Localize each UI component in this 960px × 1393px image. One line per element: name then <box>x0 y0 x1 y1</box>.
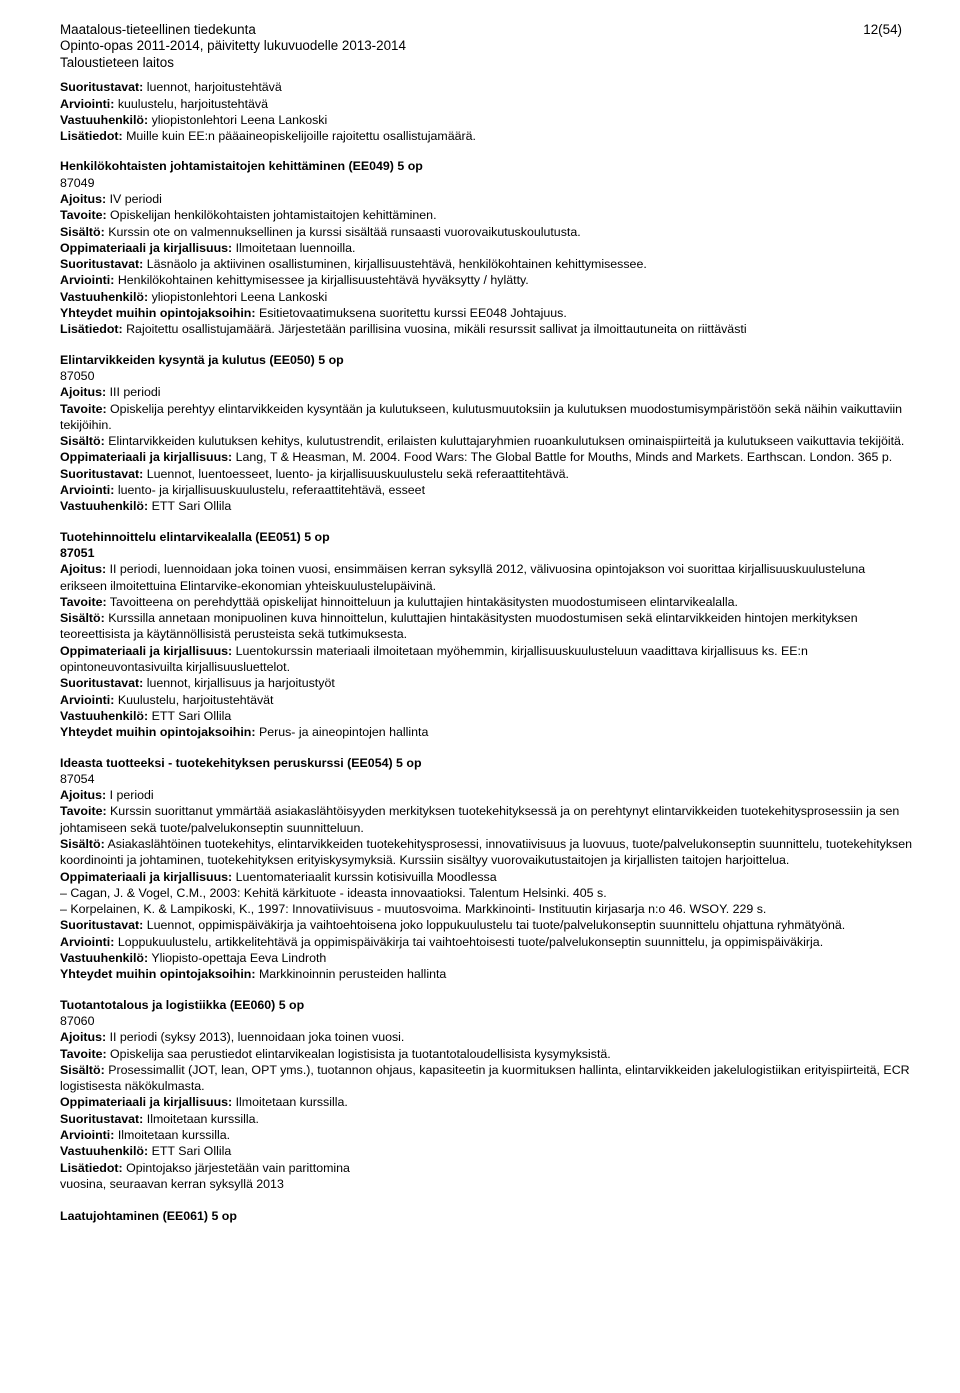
field-label: Sisältö: <box>60 836 105 851</box>
field-label: Arviointi: <box>60 96 115 111</box>
field-label: Arviointi: <box>60 273 115 288</box>
course-code: 87050 <box>60 368 95 383</box>
field-value: Kurssin ote on valmennuksellinen ja kurssi sisältää runsaasti vuorovaikutuskoulutusta. <box>104 224 581 239</box>
field-label: Suoritustavat: <box>60 80 144 95</box>
field-value: Ilmoitetaan kurssilla. <box>114 1128 231 1143</box>
field-label: Lisätiedot: <box>60 322 123 337</box>
field-label: Sisältö: <box>60 224 105 239</box>
page-number: 12(54) <box>863 22 902 37</box>
field-label: Suoritustavat: <box>60 466 144 481</box>
course-field <box>60 289 912 305</box>
course-title: Henkilökohtaisten johtamistaitojen kehittäminen (EE049) 5 op <box>60 159 423 174</box>
field-value: Yliopisto-opettaja Eeva Lindroth <box>148 951 327 966</box>
course-field <box>60 643 912 676</box>
course-field <box>60 610 912 643</box>
field-label: Tavoite: <box>60 594 107 609</box>
field-value: Loppukuulustelu, artikkelitehtävä ja oppimispäiväkirja tai vaihtoehtoisesti tuote/palvelukonseptin suunnittelu, ja oppimispäiväkirja. <box>114 934 824 949</box>
field-value: Prosessimallit (JOT, lean, OPT yms.), tuotannon ohjaus, kapasiteetin ja kuormituksen hallinta, elintarvikkeiden jakelulogistiikan erityispiirteitä, ECR logistisesta näkökulmasta. <box>60 1062 910 1094</box>
course-field <box>60 112 912 128</box>
field-label: Tavoite: <box>60 804 107 819</box>
field-value: yliopistonlehtori Leena Lankoski <box>148 289 328 304</box>
field-value: yliopistonlehtori Leena Lankoski <box>148 112 328 127</box>
course-list <box>60 158 912 1192</box>
field-value: luennot, harjoitustehtävä <box>143 80 282 95</box>
field-value: luennot, kirjallisuus ja harjoitustyöt <box>143 676 335 691</box>
field-value: Markkinoinnin perusteiden hallinta <box>255 967 447 982</box>
field-value: Kuulustelu, harjoitustehtävät <box>114 692 274 707</box>
field-label: Yhteydet muihin opintojaksoihin: <box>60 725 256 740</box>
field-value: Kurssin suorittanut ymmärtää asiakaslähtöisyyden merkityksen tuotekehityksessä ja on perehtynyt elintarvikkeiden tuotekehitysprosessiin ja sen johtamiseen sekä tuote/palvelukonseptin suunnitteluun. <box>60 804 900 835</box>
course-field <box>60 1046 912 1062</box>
course-code: 87049 <box>60 175 95 190</box>
field-label: Ajoitus: <box>60 1030 107 1045</box>
field-value: Asiakaslähtöinen tuotekehitys, elintarvikkeiden tuotekehitysprosessi, innovatiivisuus ja luovuus, tuote/palvelukonseptin suunnittelu, tuotekehityksen koordinointi ja johtaminen, tuotekehityksen erityiskysymyksiä. Kurssiin sisältyy vuorovaikutustaitojen ja kirjallisten taitojen harjoittelua. <box>60 836 913 868</box>
course-field <box>60 1062 912 1095</box>
field-label: Lisätiedot: <box>60 1160 123 1175</box>
course-field <box>60 708 912 724</box>
field-value: ETT Sari Ollila <box>148 708 232 723</box>
field-value: Opiskelija perehtyy elintarvikkeiden kysyntään ja kulutukseen, kulutusmuutoksiin ja kulutuksen muodostumisympäristöön sekä näihin vaikuttaviin tekijöihin. <box>60 401 903 432</box>
field-value: IV periodi <box>106 192 162 206</box>
course-section <box>60 997 912 1193</box>
field-label: Arviointi: <box>60 483 115 498</box>
course-field <box>60 885 912 901</box>
course-field <box>60 675 912 691</box>
field-value: I periodi <box>106 788 154 803</box>
course-section <box>60 529 912 741</box>
course-field <box>60 498 912 514</box>
course-field <box>60 466 912 482</box>
field-value: II periodi (syksy 2013), luennoidaan joka toinen vuosi. <box>106 1030 405 1045</box>
field-label: Tavoite: <box>60 1046 107 1061</box>
course-field <box>60 917 912 933</box>
field-label: Suoritustavat: <box>60 676 144 691</box>
field-value: Opiskelija saa perustiedot elintarvikealan logistisista ja tuotantotaloudellisista kysymyksistä. <box>106 1046 611 1061</box>
course-field <box>60 224 912 240</box>
field-label: Ajoitus: <box>60 788 107 803</box>
field-value: vuosina, seuraavan kerran syksyllä 2013 <box>60 1176 284 1191</box>
course-field <box>60 1176 912 1192</box>
field-value: Esitietovaatimuksena suoritettu kurssi EE048 Johtajuus. <box>255 306 567 321</box>
field-label: Oppimateriaali ja kirjallisuus: <box>60 643 233 658</box>
previous-course-tail <box>60 79 912 144</box>
field-label: Vastuuhenkilö: <box>60 1144 149 1159</box>
field-value: Ilmoitetaan kurssilla. <box>143 1111 260 1126</box>
field-value: luento- ja kirjallisuuskuulustelu, referaattitehtävä, esseet <box>114 483 426 498</box>
course-field <box>60 1029 912 1045</box>
course-field <box>60 803 912 836</box>
field-label: Arviointi: <box>60 934 115 949</box>
field-value: Opintojakso järjestetään vain parittomina <box>122 1160 350 1175</box>
field-value: Perus- ja aineopintojen hallinta <box>255 725 429 740</box>
course-field <box>60 594 912 610</box>
field-value: Läsnäolo ja aktiivinen osallistuminen, kirjallisuustehtävä, henkilökohtainen kehittymisessee. <box>143 257 647 272</box>
faculty-name: Maatalous-tieteellinen tiedekunta <box>60 22 256 37</box>
course-section <box>60 158 912 337</box>
course-section <box>60 755 912 983</box>
field-value: Elintarvikkeiden kulutuksen kehitys, kulutustrendit, erilaisten kuluttajaryhmien ruoankulutuksen ominaispiirteitä ja kulutukseen vaikuttavia tekijöitä. <box>104 434 905 449</box>
document-page <box>60 22 912 1225</box>
course-field <box>60 1160 912 1176</box>
course-field <box>60 901 912 917</box>
field-value: Luentomateriaalit kurssin kotisivuilla Moodlessa <box>232 869 497 884</box>
field-label: Yhteydet muihin opintojaksoihin: <box>60 306 256 321</box>
course-code: 87051 <box>60 545 95 560</box>
course-field <box>60 1111 912 1127</box>
course-field <box>60 869 912 885</box>
field-label: Arviointi: <box>60 692 115 707</box>
course-field <box>60 272 912 288</box>
field-value: ETT Sari Ollila <box>148 499 232 514</box>
field-label: Suoritustavat: <box>60 257 144 272</box>
course-code: 87054 <box>60 771 95 786</box>
field-value: – Cagan, J. & Vogel, C.M., 2003: Kehitä kärkituote - ideasta innovaatioksi. Talentum Helsinki. 405 s. <box>60 885 607 900</box>
course-field <box>60 950 912 966</box>
course-field <box>60 401 912 434</box>
field-label: Yhteydet muihin opintojaksoihin: <box>60 967 256 982</box>
field-label: Sisältö: <box>60 434 105 449</box>
course-field <box>60 256 912 272</box>
field-value: ETT Sari Ollila <box>148 1144 232 1159</box>
field-label: Suoritustavat: <box>60 1111 144 1126</box>
field-value: III periodi <box>106 385 161 400</box>
field-label: Vastuuhenkilö: <box>60 112 149 127</box>
course-field <box>60 191 912 207</box>
next-course-title: Laatujohtaminen (EE061) 5 op <box>60 1209 237 1224</box>
field-value: Ilmoitetaan luennoilla. <box>232 240 356 255</box>
course-title: Tuotantotalous ja logistiikka (EE060) 5 op <box>60 997 305 1012</box>
course-field <box>60 321 912 337</box>
field-value: Ilmoitetaan kurssilla. <box>232 1095 348 1110</box>
field-label: Vastuuhenkilö: <box>60 499 149 514</box>
course-title: Elintarvikkeiden kysyntä ja kulutus (EE050) 5 op <box>60 352 344 367</box>
course-code: 87060 <box>60 1013 95 1028</box>
field-value: Luentokurssin materiaali ilmoitetaan myöhemmin, kirjallisuuskuulusteluun vaadittava kirjallisuus ks. EE:n opintoneuvontasivuilta kirjallisuusluettelot. <box>60 643 808 675</box>
course-field <box>60 240 912 256</box>
field-label: Ajoitus: <box>60 562 107 577</box>
field-value: Lang, T & Heasman, M. 2004. Food Wars: The Global Battle for Mouths, Minds and Markets. Earthscan. London. 365 p. <box>232 450 893 465</box>
field-label: Ajoitus: <box>60 192 107 206</box>
course-section <box>60 352 912 515</box>
field-value: Tavoitteena on perehdyttää opiskelijat hinnoitteluun ja kuluttajien hintakäsitysten muodostumiseen elintarvikealalla. <box>106 594 738 609</box>
course-field <box>60 966 912 982</box>
field-value: Opiskelijan henkilökohtaisten johtamistaitojen kehittäminen. <box>106 208 437 223</box>
field-label: Oppimateriaali ja kirjallisuus: <box>60 1095 233 1110</box>
course-field <box>60 482 912 498</box>
course-field <box>60 128 912 144</box>
course-field <box>60 1143 912 1159</box>
field-value: – Korpelainen, K. & Lampikoski, K., 1997: Innovatiivisuus - muutosvoima. Markkinointi- Instituutin kirjasarja n:o 46. WSOY. 229 s. <box>60 902 767 917</box>
course-field <box>60 1127 912 1143</box>
field-label: Tavoite: <box>60 401 107 416</box>
course-field <box>60 79 912 95</box>
course-field <box>60 449 912 465</box>
course-field <box>60 934 912 950</box>
course-field <box>60 787 912 803</box>
field-label: Vastuuhenkilö: <box>60 708 149 723</box>
field-label: Tavoite: <box>60 208 107 223</box>
page-header <box>60 22 912 71</box>
course-field <box>60 305 912 321</box>
field-label: Vastuuhenkilö: <box>60 951 149 966</box>
field-label: Ajoitus: <box>60 385 107 400</box>
course-field <box>60 1094 912 1110</box>
course-field <box>60 561 912 594</box>
course-field <box>60 724 912 740</box>
course-field <box>60 692 912 708</box>
course-field <box>60 384 912 400</box>
field-label: Arviointi: <box>60 1128 115 1143</box>
field-value: Rajoitettu osallistujamäärä. Järjestetään parillisina vuosina, mikäli resurssit sallivat ja ilmoittautuneita on riittävästi <box>122 322 747 337</box>
field-label: Oppimateriaali ja kirjallisuus: <box>60 240 233 255</box>
field-value: Henkilökohtainen kehittymisessee ja kirjallisuustehtävä hyväksytty / hylätty. <box>114 273 529 288</box>
field-label: Sisältö: <box>60 611 105 626</box>
field-value: II periodi, luennoidaan joka toinen vuosi, ensimmäisen kerran syksyllä 2012, välivuosina opintojakson voi suorittaa kirjallisuuskuulusteluna erikseen ilmoitettuina Elintarvike-ekonomian yhteiskuulustelupäivinä. <box>60 562 866 593</box>
course-title: Ideasta tuotteeksi - tuotekehityksen peruskurssi (EE054) 5 op <box>60 755 422 770</box>
field-label: Vastuuhenkilö: <box>60 289 149 304</box>
field-value: Luennot, oppimispäiväkirja ja vaihtoehtoisena joko loppukuulustelu tai tuote/palvelukonseptin suunnittelu ohjattuna ryhmätyönä. <box>143 918 846 933</box>
field-label: Suoritustavat: <box>60 918 144 933</box>
field-label: Lisätiedot: <box>60 129 123 144</box>
field-value: Muille kuin EE:n pääaineopiskelijoille rajoitettu osallistujamäärä. <box>122 129 476 144</box>
course-field <box>60 433 912 449</box>
course-title: Tuotehinnoittelu elintarvikealalla (EE051) 5 op <box>60 529 330 544</box>
field-label: Oppimateriaali ja kirjallisuus: <box>60 869 233 884</box>
course-field <box>60 207 912 223</box>
field-label: Sisältö: <box>60 1062 105 1077</box>
field-value: Kurssilla annetaan monipuolinen kuva hinnoittelun, kuluttajien hintakäsitysten muodostumisen sekä elintarvikkeiden hintojen merkityksen teoreettisista ja käytännöllisistä perusteista sekä tutkimuksesta. <box>60 611 858 642</box>
guide-title: Opinto-opas 2011-2014, päivitetty lukuvuodelle 2013-2014 <box>60 38 406 54</box>
field-label: Oppimateriaali ja kirjallisuus: <box>60 450 233 465</box>
course-field <box>60 836 912 869</box>
department-name: Taloustieteen laitos <box>60 54 174 70</box>
field-value: Luennot, luentoesseet, luento- ja kirjallisuuskuulustelu sekä referaattitehtävä. <box>143 466 569 481</box>
field-value: kuulustelu, harjoitustehtävä <box>114 96 268 111</box>
course-field <box>60 96 912 112</box>
